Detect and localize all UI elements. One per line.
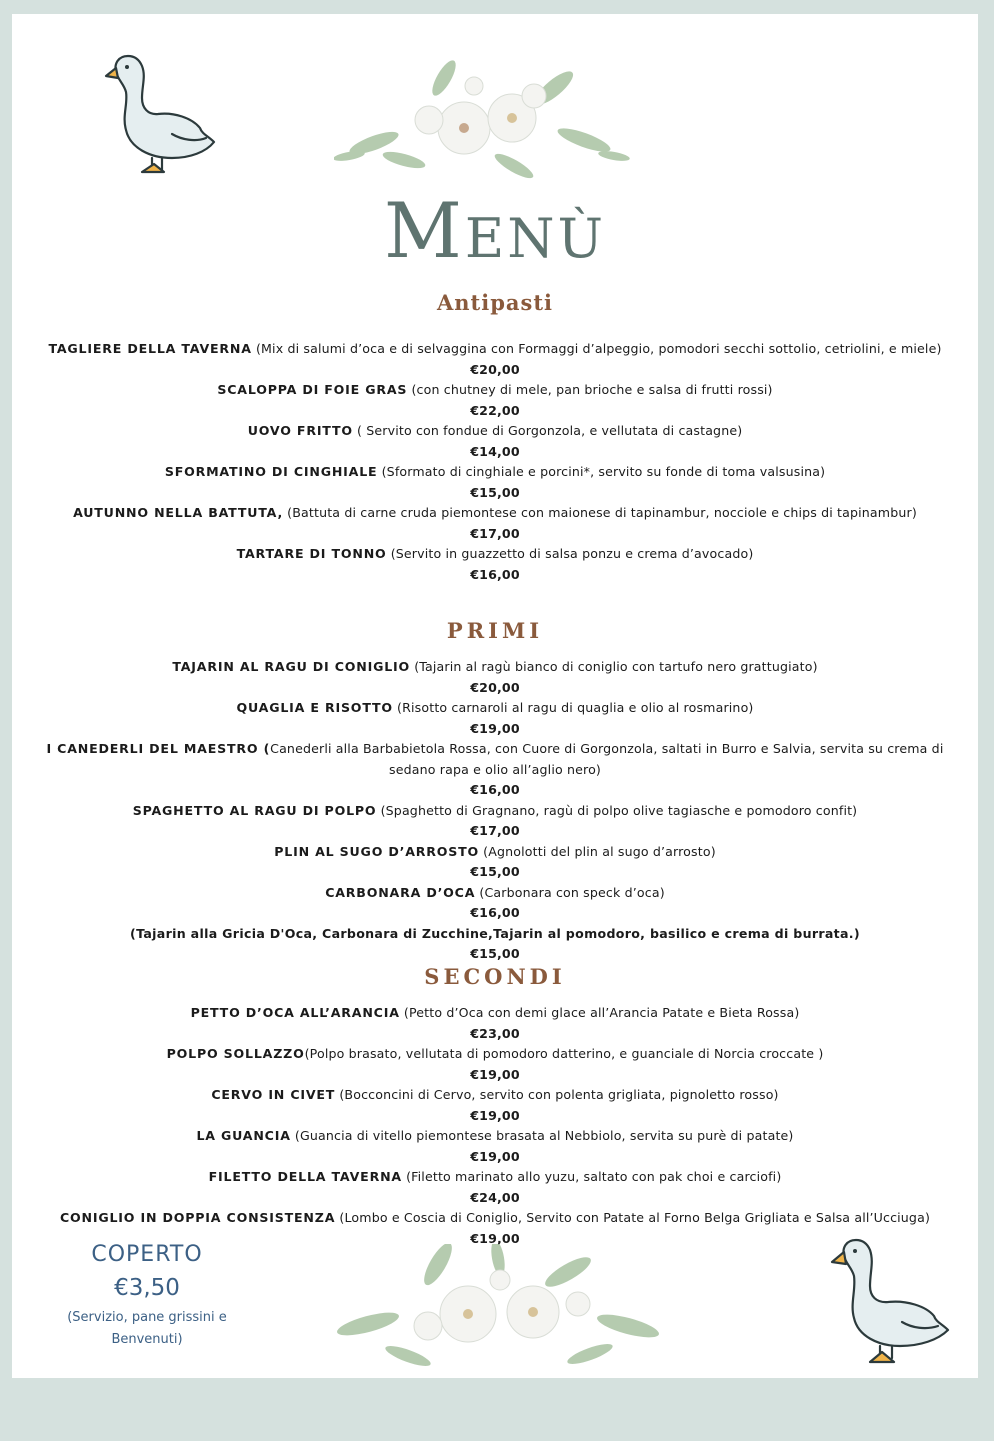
floral-bouquet-top [334,48,634,188]
coperto-label: COPERTO [91,1242,203,1267]
section-heading-primi: PRIMI [446,618,544,643]
menu-item-price: €14,00 [470,443,520,459]
menu-item-line: TAGLIERE DELLA TAVERNA (Mix di salumi d’oca e di selvaggina con Formaggi d’alpeggio, pomodori secchi sottolio, cetriolini, e miele) [48,341,942,356]
menu-item-line: SPAGHETTO AL RAGU DI POLPO (Spaghetto di Gragnano, ragù di polpo olive tagiasche e pomodoro confit) [132,802,858,818]
floral-bouquet-bottom [328,1244,674,1378]
menu-item-line: AUTUNNO NELLA BATTUTA, (Battuta di carne cruda piemontese con maionese di tapinambur, nocciole e chips di tapinambur) [73,505,917,520]
menu-item-price: €16,00 [470,566,520,582]
menu-item-price: €16,00 [470,782,520,797]
coperto-box [42,1242,252,1351]
menu-item-price: €16,00 [470,905,520,920]
menu-item-price: €23,00 [470,1025,520,1041]
antipasti-list [22,339,968,585]
menu-item-price: €19,00 [470,1230,520,1246]
menu-item-price: €20,00 [470,679,520,695]
section-heading-antipasti: Antipasti [436,290,554,315]
menu-item-price: €19,00 [470,1066,520,1082]
menu-item-line: (Tajarin alla Gricia D'Oca, Carbonara di Zucchine,Tajarin al pomodoro, basilico e crema di burrata.) [130,925,860,941]
goose-illustration-top [102,48,217,178]
secondi-list [22,1003,968,1249]
menu-item-line: FILETTO DELLA TAVERNA (Filetto marinato allo yuzu, saltato con pak choi e carciofi) [208,1169,782,1184]
menu-item-line: UOVO FRITTO ( Servito con fondue di Gorgonzola, e vellutata di castagne) [247,423,743,438]
section-heading-secondi: SECONDI [424,964,566,989]
menu-item-line: PLIN AL SUGO D’ARROSTO (Agnolotti del plin al sugo d’arrosto) [274,843,716,859]
menu-item-line: POLPO SOLLAZZO(Polpo brasato, vellutata di pomodoro datterino, e guanciale di Norcia croccate ) [166,1046,824,1061]
menu-item-line: CERVO IN CIVET (Bocconcini di Cervo, servito con polenta grigliata, pignoletto rosso) [211,1087,779,1102]
menu-item-price: €22,00 [470,402,520,418]
menu-item-price: €19,00 [470,1107,520,1123]
menu-item-price: €17,00 [470,525,520,541]
menu-item-line: SCALOPPA DI FOIE GRAS (con chutney di mele, pan brioche e salsa di frutti rossi) [217,382,773,397]
menu-item-price: €19,00 [470,720,520,736]
menu-item-line: CONIGLIO IN DOPPIA CONSISTENZA (Lombo e Coscia di Coniglio, Servito con Patate al Forno Belga Grigliata e Salsa all’Ucciuga) [59,1210,931,1225]
menu-item-line: I CANEDERLI DEL MAESTRO (Canederli alla Barbabietola Rossa, con Cuore di Gorgonzola, saltati in Burro e Salvia, servita su crema di sedano rapa e olio all’aglio nero) [46,741,944,777]
menu-item-price: €15,00 [470,946,520,961]
coperto-price: €3,50 [114,1275,180,1301]
primi-list [22,657,968,965]
menu-item-line: CARBONARA D’OCA (Carbonara con speck d’oca) [325,884,665,900]
menu-item-price: €20,00 [470,361,520,377]
menu-item-price: €15,00 [470,864,520,879]
menu-item-line: LA GUANCIA (Guancia di vitello piemontese brasata al Nebbiolo, servita su purè di patate) [196,1128,794,1143]
menu-page [12,14,978,1378]
menu-title: MENÙ [383,186,606,275]
menu-item-line: TARTARE DI TONNO (Servito in guazzetto di salsa ponzu e crema d’avocado) [236,546,754,561]
menu-item-line: TAJARIN AL RAGU DI CONIGLIO (Tajarin al ragù bianco di coniglio con tartufo nero grattugiato) [172,659,818,674]
menu-item-line: PETTO D’OCA ALL’ARANCIA (Petto d’Oca con demi glace all’Arancia Patate e Bieta Rossa) [190,1005,800,1020]
menu-item-line: QUAGLIA E RISOTTO (Risotto carnaroli al ragu di quaglia e olio al rosmarino) [236,700,754,715]
menu-item-line: SFORMATINO DI CINGHIALE (Sformato di cinghiale e porcini*, servito su fonde di toma valsusina) [164,464,826,479]
coperto-note: (Servizio, pane grissini e Benvenuti) [67,1310,227,1347]
goose-illustration-bottom [826,1232,956,1372]
menu-item-price: €15,00 [470,484,520,500]
menu-item-price: €17,00 [470,823,520,838]
menu-item-price: €19,00 [470,1148,520,1164]
menu-item-price: €24,00 [470,1189,520,1205]
